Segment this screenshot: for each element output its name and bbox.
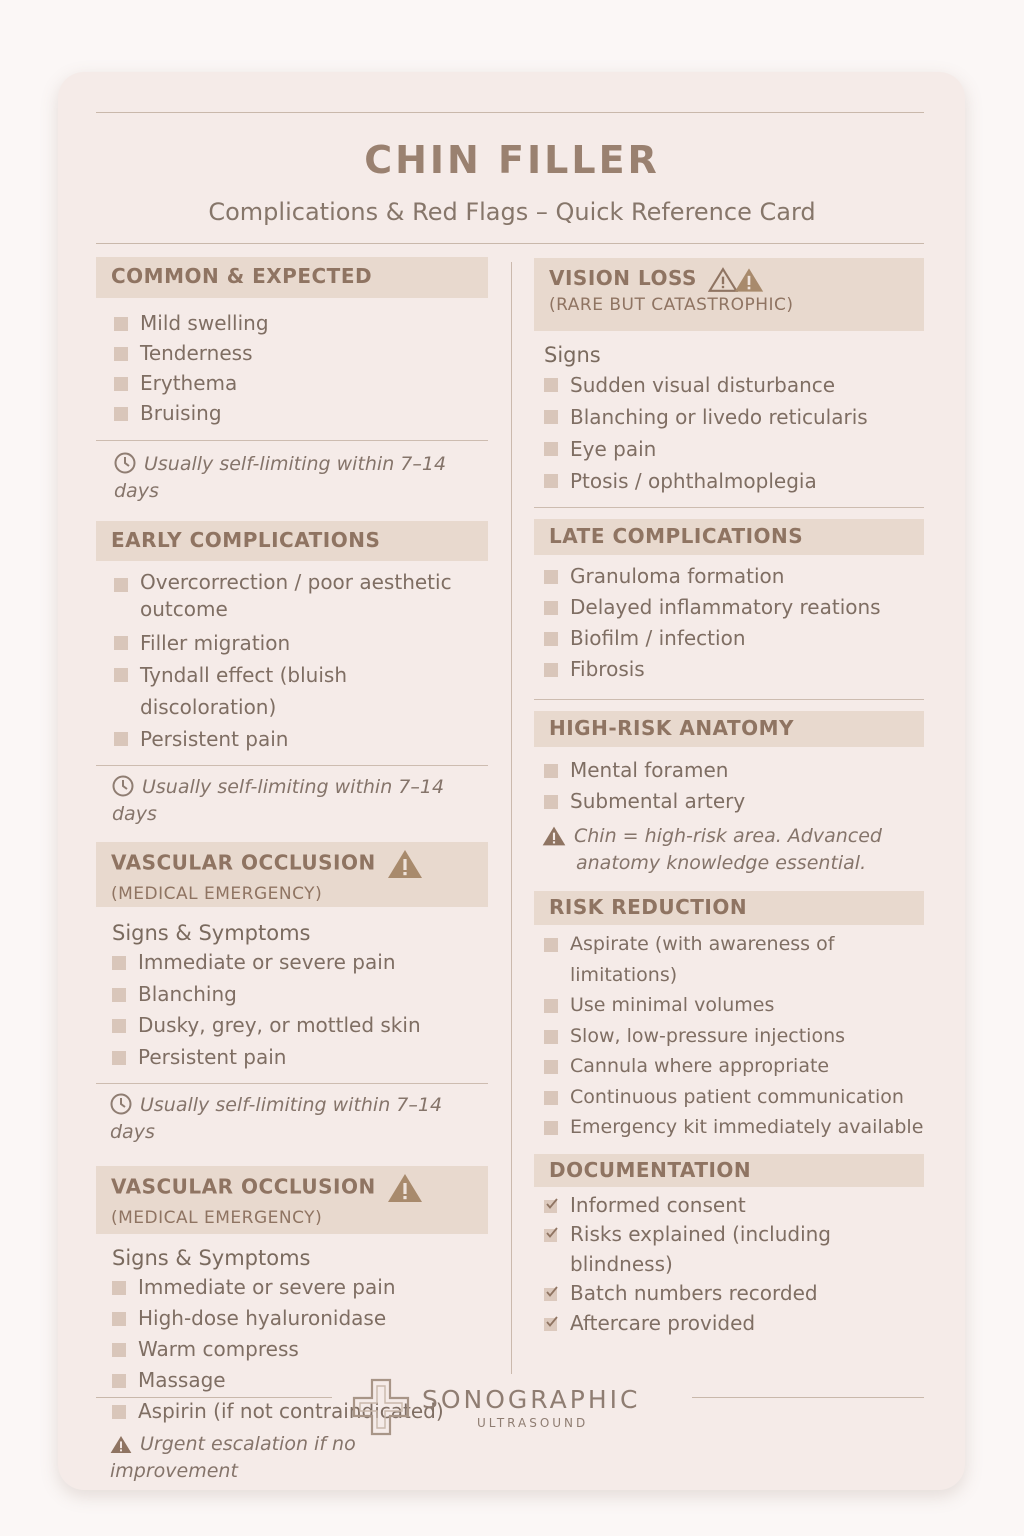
list-item: Blanching: [112, 979, 488, 1011]
checklist-label: Aftercare provided: [570, 1310, 756, 1335]
list-item: Aspirin (if not contraindicated): [112, 1396, 488, 1427]
checklist-label: Informed consent: [570, 1192, 746, 1217]
list-item: Immediate or severe pain: [112, 947, 488, 979]
section-vision-header: [534, 258, 924, 331]
header-subtitle: (MEDICAL EMERGENCY): [111, 1208, 323, 1228]
list-item: Massage: [112, 1365, 488, 1396]
section-common-header: COMMON & EXPECTED: [96, 257, 488, 298]
warning-icon: [110, 1435, 132, 1454]
early-note: [96, 766, 488, 828]
vascular1-note: [96, 1084, 488, 1146]
list-item: Bruising: [114, 398, 488, 428]
vascular2-note: [96, 1427, 488, 1485]
header-subtitle: (RARE BUT CATASTROPHIC): [549, 294, 794, 315]
checklist-item: [544, 1220, 924, 1279]
vascular1-list: [96, 947, 488, 1073]
list-item: Granuloma formation: [544, 561, 924, 592]
brand-name: SONOGRAPHIC: [422, 1385, 641, 1414]
checkbox-icon: [544, 1229, 557, 1242]
note-text: Usually self-limiting within 7–14 days: [110, 1094, 443, 1143]
note-text: Chin = high-risk area. Advanced anatomy knowledge essential.: [574, 825, 882, 874]
section-late-header: LATE COMPLICATIONS: [534, 519, 924, 555]
cross-logo-icon: [350, 1376, 412, 1438]
vascular1-subhead: Signs & Symptoms: [112, 921, 311, 945]
list-item: Emergency kit immediately available: [544, 1112, 924, 1143]
list-item: Mental foramen: [544, 755, 924, 786]
footer-divider-right: [692, 1397, 924, 1398]
warning-icon: [387, 1173, 423, 1203]
list-item: Immediate or severe pain: [112, 1272, 488, 1303]
list-item: Biofilm / infection: [544, 623, 924, 654]
left-column: [96, 257, 488, 1485]
divider: [534, 507, 924, 508]
vascular2-subhead: Signs & Symptoms: [112, 1246, 311, 1270]
list-item: Tyndall effect (bluish discoloration): [114, 659, 488, 723]
page-title: CHIN FILLER: [364, 138, 660, 182]
list-item: Delayed inflammatory reations: [544, 592, 924, 623]
header-subtitle: (MEDICAL EMERGENCY): [111, 884, 323, 904]
clock-icon: [114, 452, 136, 474]
anatomy-note: [534, 817, 924, 877]
warning-icon: [542, 826, 566, 846]
header-title: VASCULAR OCCLUSION: [111, 1174, 376, 1199]
clock-icon: [112, 775, 134, 797]
risk-list: [534, 925, 924, 1143]
early-list: [96, 561, 488, 755]
list-item: Blanching or livedo reticularis: [544, 401, 924, 433]
list-item: Slow, low-pressure injections: [544, 1021, 924, 1052]
checklist-item: [544, 1309, 924, 1339]
section-early-header: EARLY COMPLICATIONS: [96, 521, 488, 561]
top-divider: [96, 112, 924, 113]
list-item: Erythema: [114, 368, 488, 398]
list-item: Dusky, grey, or mottled skin: [112, 1010, 488, 1042]
list-item: Ptosis / ophthalmoplegia: [544, 465, 924, 497]
clock-icon: [110, 1093, 132, 1115]
note-text: Urgent escalation if no improvement: [110, 1433, 356, 1482]
checkbox-icon: [544, 1288, 557, 1301]
section-anatomy-header: HIGH-RISK ANATOMY: [534, 711, 924, 747]
list-item: Aspirate (with awareness of limitations): [544, 929, 924, 990]
divider: [534, 699, 924, 700]
list-item: Eye pain: [544, 433, 924, 465]
checklist-label: Risks explained (including blindness): [570, 1222, 832, 1276]
list-item: Tenderness: [114, 338, 488, 368]
list-item: Overcorrection / poor aesthetic outcome: [114, 569, 488, 627]
section-vascular1-header: [96, 842, 488, 907]
note-text: Usually self-limiting within 7–14 days: [114, 453, 447, 502]
list-item: Use minimal volumes: [544, 990, 924, 1021]
common-list: [96, 298, 488, 428]
list-item: Cannula where appropriate: [544, 1051, 924, 1082]
brand-subtitle: ULTRASOUND: [477, 1416, 589, 1430]
note-text: Usually self-limiting within 7–14 days: [112, 776, 445, 825]
doc-checklist: [534, 1187, 924, 1339]
checkbox-icon: [544, 1200, 557, 1213]
warning-icon: [387, 849, 423, 879]
list-item: Filler migration: [114, 627, 488, 659]
header-title: VISION LOSS: [549, 266, 697, 290]
list-item: Sudden visual disturbance: [544, 369, 924, 401]
page-subtitle: Complications & Red Flags – Quick Reference Card: [208, 198, 816, 226]
vision-list: [534, 369, 924, 497]
column-divider: [511, 262, 512, 1374]
section-risk-header: RISK REDUCTION: [534, 891, 924, 925]
checklist-item: [544, 1191, 924, 1221]
header-divider: [96, 243, 924, 244]
late-list: [534, 555, 924, 685]
footer-divider-left: [96, 1397, 332, 1398]
header-title: VASCULAR OCCLUSION: [111, 850, 376, 875]
section-vascular2-header: [96, 1166, 488, 1234]
list-item: Persistent pain: [114, 723, 488, 755]
list-item: Continuous patient communication: [544, 1082, 924, 1113]
checkbox-icon: [544, 1318, 557, 1331]
list-item: Persistent pain: [112, 1042, 488, 1074]
warning-icon: [734, 267, 764, 293]
list-item: Mild swelling: [114, 308, 488, 338]
list-item: Submental artery: [544, 786, 924, 817]
common-note: [96, 441, 488, 505]
checklist-item: [544, 1279, 924, 1309]
vision-subhead: Signs: [544, 343, 601, 367]
list-item: High-dose hyaluronidase: [112, 1303, 488, 1334]
anatomy-list: [534, 747, 924, 817]
checklist-label: Batch numbers recorded: [570, 1281, 818, 1305]
list-item: Warm compress: [112, 1334, 488, 1365]
right-column: [534, 258, 924, 1338]
list-item: Fibrosis: [544, 654, 924, 685]
section-doc-header: DOCUMENTATION: [534, 1154, 924, 1187]
